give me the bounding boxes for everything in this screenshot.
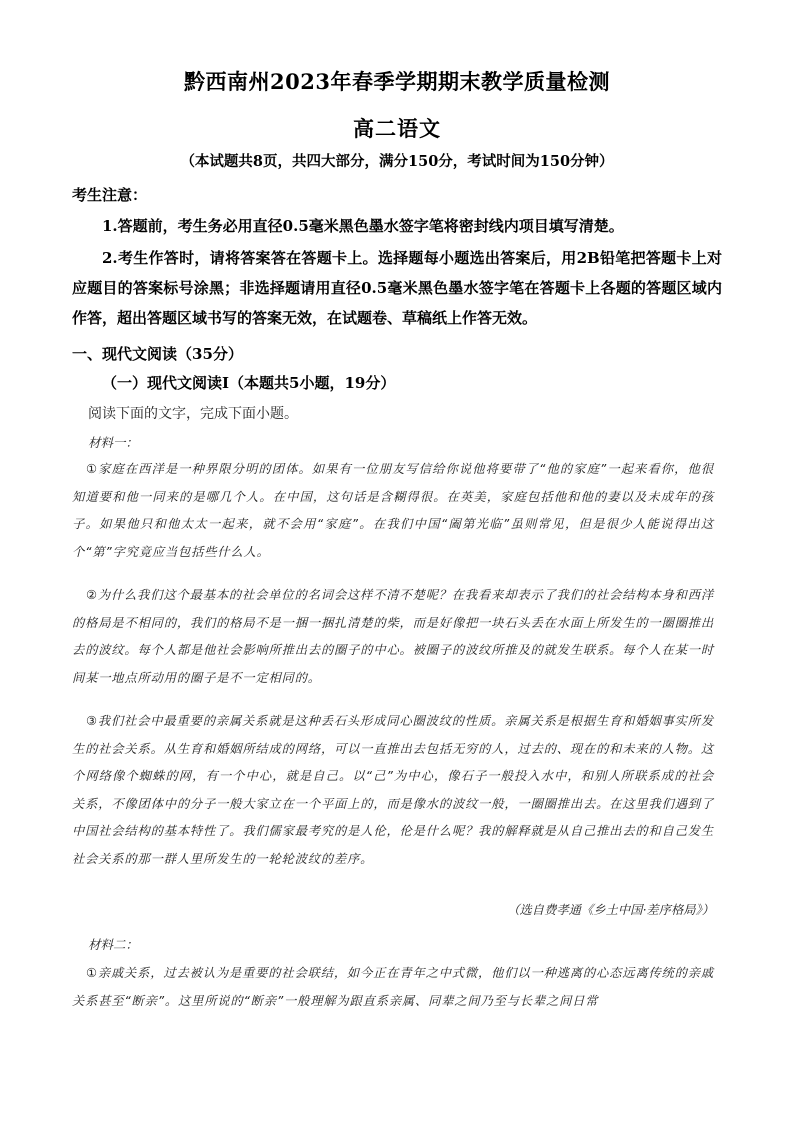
material-paragraph: ②为什么我们这个最基本的社会单位的名词会这样不清不楚呢？在我看来却表示了我们的社会结构本身和西洋的格局是不相同的，我们的格局不是一捆一捆扎清楚的柴，而是好像把一块石头丢在水面上所发生的一圈圈推出去的波纹。每个人都是他社会影响所推出去的圈子的中心。被圈子的波纹所推及的就发生联系。每个人在某一时间某一地点所动用的圈子是不一定相同的。 — [72, 588, 714, 685]
notice-item-1: 1.答题前，考生务必用直径0.5毫米黑色墨水签字笔将密封线内项目填写清楚。 — [102, 217, 624, 235]
material-paragraph: ①家庭在西洋是一种界限分明的团体。如果有一位朋友写信给你说他将要带了“他的家庭”一起来看你，他很知道要和他一同来的是哪几个人。在中国，这句话是含糊得很。在英美，家庭包括他和他的妻以及未成年的孩子。如果他只和他太太一起来，就不会用“家庭”。在我们中国“阖第光临”虽则常见，但是很少人能说得出这个“第”字究竟应当包括些什么人。 — [72, 462, 714, 559]
material-label: 材料一： — [88, 435, 139, 450]
material-paragraph: ③我们社会中最重要的亲属关系就是这种丢石头形成同心圈波纹的性质。亲属关系是根据生育和婚姻事实所发生的社会关系。从生育和婚姻所结成的网络，可以一直推出去包括无穷的人，过去的、现在的和未来的人物。这个网络像个蜘蛛的网，有一个中心，就是自己。以“己”为中心，像石子一般投入水中，和别人所联系成的社会关系，不像团体中的分子一般大家立在一个平面上的，而是像水的波纹一般，一圈圈推出去。在这里我们遇到了中国社会结构的基本特性了。我们儒家最考究的是人伦，伦是什么呢？我的解释就是从自己推出去的和自己发生社会关系的那一群人里所发生的一轮轮波纹的差序。 — [72, 714, 714, 866]
exam-title: 黔西南州2023年春季学期期末教学质量检测 — [184, 69, 610, 94]
section-heading: 一、现代文阅读（35分） — [72, 345, 243, 363]
material-paragraph: ①亲戚关系，过去被认为是重要的社会联结，如今正在青年之中式微，他们以一种逃离的心态远离传统的亲戚关系甚至“断亲”。这里所说的“断亲”一般理解为跟直系亲属、同辈之间乃至与长辈之间日常 — [72, 966, 714, 1008]
notice-item-2: 2.考生作答时，请将答案答在答题卡上。选择题每小题选出答案后，用2B铅笔把答题卡上对应题目的答案标号涂黑；非选择题请用直径0.5毫米黑色墨水签字笔在答题卡上各题的答题区域内作答，超出答题区域书写的答案无效，在试题卷、草稿纸上作答无效。 — [72, 249, 722, 327]
exam-info: （本试题共8页，共四大部分，满分150分，考试时间为150分钟） — [180, 153, 614, 170]
subject-title: 高二语文 — [353, 116, 441, 141]
reading-instruction: 阅读下面的文字，完成下面小题。 — [88, 405, 298, 421]
material-label: 材料二： — [88, 937, 139, 952]
subsection-heading: （一）现代文阅读Ⅰ（本题共5小题，19分） — [102, 374, 396, 392]
notice-heading: 考生注意： — [72, 186, 148, 204]
material-source: （选自费孝通《乡土中国·差序格局》） — [507, 903, 714, 917]
